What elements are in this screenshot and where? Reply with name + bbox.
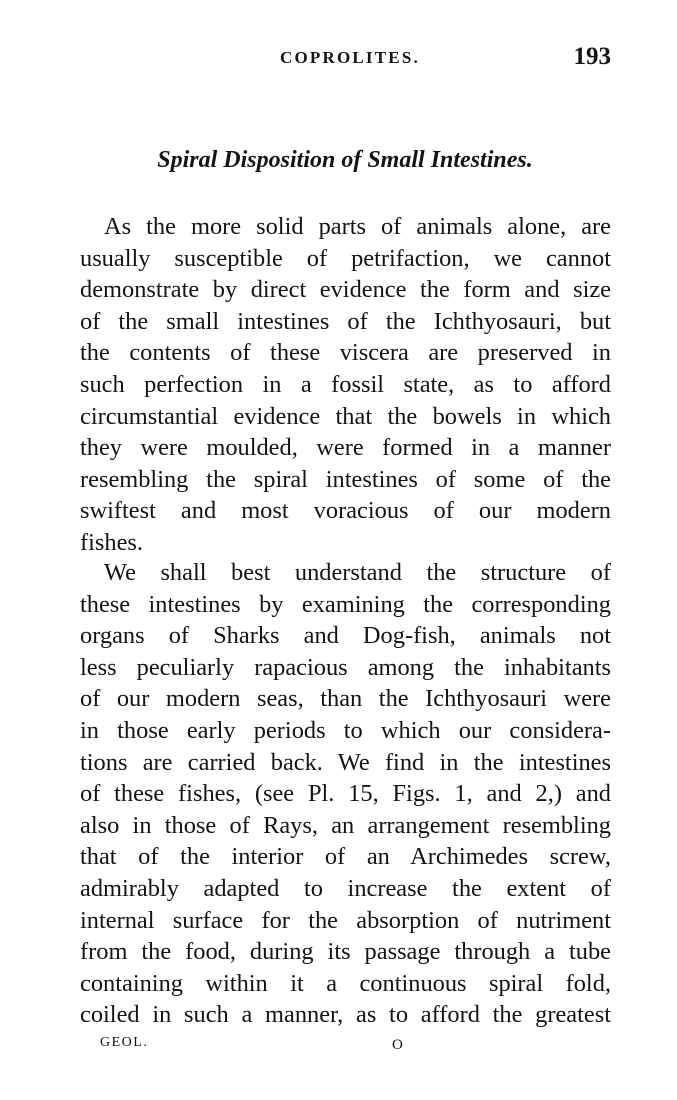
text-line: less peculiarly rapacious among the inhabitants [80, 653, 611, 681]
text-line: from the food, during its passage through a tube [80, 938, 611, 966]
text-line: they were moulded, were formed in a manner [80, 434, 611, 462]
text-line: of these fishes, (see Pl. 15, Figs. 1, and 2,) and [80, 780, 611, 808]
paragraph-1 [80, 211, 611, 559]
text-line: the contents of these viscera are preserved in [80, 339, 611, 367]
text-line: resembling the spiral intestines of some of the [80, 465, 611, 493]
text-line: swiftest and most voracious of our modern [80, 497, 611, 525]
paragraph-2 [80, 557, 611, 1031]
running-header-title: COPROLITES. [280, 48, 420, 67]
text-line: As the more solid parts of animals alone, are [104, 213, 611, 240]
text-line: We shall best understand the structure of [104, 559, 611, 586]
text-line: organs of Sharks and Dog-fish, animals not [80, 622, 611, 650]
signature-letter: O [392, 1037, 403, 1053]
text-line: circumstantial evidence that the bowels in which [80, 402, 611, 430]
text-line: coiled in such a manner, as to afford the greatest [80, 1001, 611, 1029]
text-line: internal surface for the absorption of nutriment [80, 906, 611, 934]
page-number: 193 [573, 43, 611, 70]
section-heading: Spiral Disposition of Small Intestines. [157, 147, 533, 173]
text-line: that of the interior of an Archimedes screw, [80, 843, 611, 871]
text-line: tions are carried back. We find in the intestines [80, 748, 611, 776]
text-line: containing within it a continuous spiral fold, [80, 969, 611, 997]
text-line: of our modern seas, than the Ichthyosauri were [80, 685, 611, 713]
text-line: usually susceptible of petrifaction, we cannot [80, 244, 611, 272]
text-line: such perfection in a fossil state, as to afford [80, 370, 611, 398]
text-line: of the small intestines of the Ichthyosauri, but [80, 307, 611, 335]
text-line: also in those of Rays, an arrangement resembling [80, 811, 611, 839]
text-line: admirably adapted to increase the extent of [80, 874, 611, 902]
text-line: fishes. [80, 528, 144, 556]
text-line: demonstrate by direct evidence the form and size [80, 276, 611, 304]
text-line: in those early periods to which our considera- [80, 716, 611, 744]
signature-mark: GEOL. [100, 1035, 149, 1050]
text-line: these intestines by examining the corresponding [80, 590, 611, 618]
